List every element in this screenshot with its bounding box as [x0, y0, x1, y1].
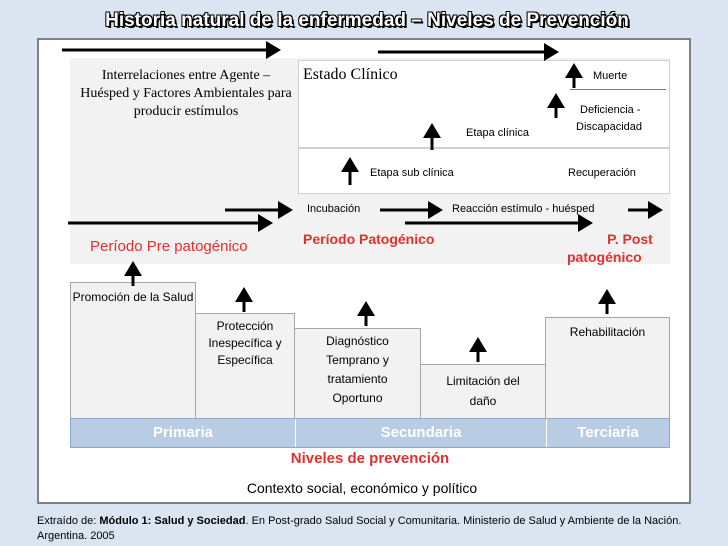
source-prefix: Extraído de: [37, 515, 100, 527]
etapa-subclinica-label: Etapa sub clínica [370, 167, 454, 179]
promocion-salud-label: Promoción de la Salud [72, 290, 194, 304]
etapa-clinica-label: Etapa clínica [466, 127, 529, 139]
muerte-label: Muerte [593, 70, 628, 82]
source-rest: . En Post-grado Salud Social y Comunitaria. Ministerio de Salud y Ambiente de la Nación. Argentina. 2005 [37, 515, 682, 542]
level-terciaria: Terciaria [577, 424, 639, 441]
pre-patogenico-label: Período Pre patogénico [90, 238, 248, 255]
proteccion-label: Protección Inespecífica y Específica [208, 319, 282, 367]
level-primaria: Primaria [71, 419, 296, 447]
rehabilitacion-label: Rehabilitación [569, 325, 646, 339]
diagnostico-label: Diagnóstico Temprano y tratamiento Oportuno [326, 334, 389, 405]
niveles-caption: Niveles de prevención [290, 450, 450, 467]
deficiencia-label: Deficiencia - [580, 104, 641, 116]
reaccion-label: Reacción estímulo - huésped [452, 203, 595, 215]
post-patogenico-line1: P. Post [607, 231, 653, 247]
level-secundaria: Secundaria [296, 419, 547, 447]
post-patogenico-line2: patogénico [567, 249, 642, 265]
diagram-title: Historia natural de la enfermedad – Niveles de Prevención [105, 10, 629, 31]
interrelaciones-text: Interrelaciones entre Agente – Huésped y Factores Ambientales para producir estímulos [80, 68, 292, 119]
recuperacion-label: Recuperación [568, 167, 636, 179]
context-label: Contexto social, económico y político [246, 480, 478, 496]
discapacidad-label: Discapacidad [576, 121, 643, 133]
patogenico-label: Período Patogénico [303, 231, 435, 247]
source-title: Módulo 1: Salud y Sociedad [99, 515, 246, 527]
incubacion-label: Incubación [307, 203, 361, 215]
estado-clinico-label: Estado Clínico [303, 66, 398, 83]
limitacion-label: Limitación del daño [446, 374, 520, 408]
